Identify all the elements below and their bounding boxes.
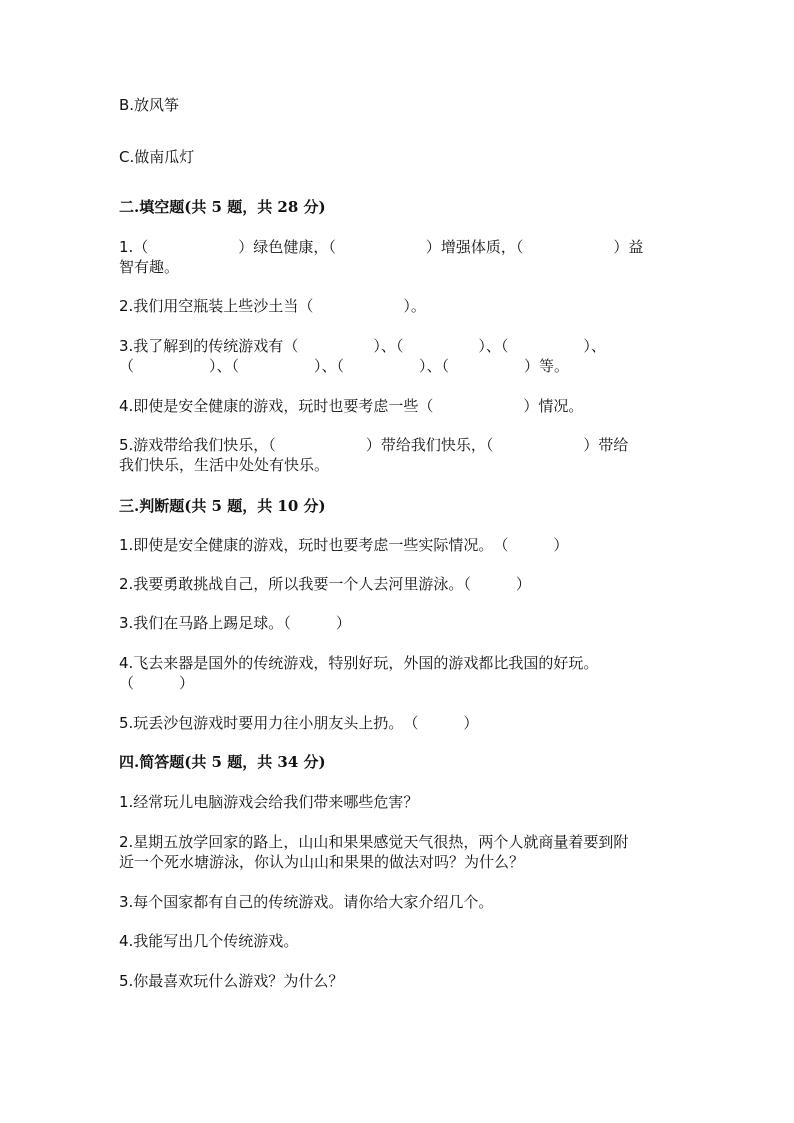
short-answer-q2-line1: 2.星期五放学回家的路上，山山和果果感觉天气很热，两个人就商量着要到附 (119, 833, 629, 851)
short-answer-q3: 3.每个国家都有自己的传统游戏。请你给大家介绍几个。 (119, 893, 494, 911)
true-false-q5: 5.玩丢沙包游戏时要用力往小朋友头上扔。 （ ） (119, 714, 479, 732)
fill-blank-q3-line1: 3.我了解到的传统游戏有（ ）、（ ）、（ ）、 (119, 337, 606, 355)
option-b: B.放风筝 (119, 96, 180, 114)
true-false-q3: 3.我们在马路上踢足球。（ ） (119, 614, 351, 632)
short-answer-q1: 1.经常玩儿电脑游戏会给我们带来哪些危害？ (119, 793, 419, 811)
fill-blank-q1-line1: 1.（ ）绿色健康，（ ）增强体质，（ ）益 (119, 238, 644, 256)
true-false-q2: 2.我要勇敢挑战自己，所以我要一个人去河里游泳。（ ） (119, 575, 531, 593)
true-false-q4-line2: （ ） (119, 674, 195, 692)
section-heading-fill-blank: 二.填空题(共 5 题，共 28 分) (119, 198, 326, 216)
section-heading-true-false: 三.判断题(共 5 题，共 10 分) (119, 497, 326, 515)
option-c: C.做南瓜灯 (119, 148, 195, 166)
true-false-q1: 1.即使是安全健康的游戏，玩时也要考虑一些实际情况。 （ ） (119, 536, 569, 554)
fill-blank-q3-line2: （ ）、（ ）、（ ）、（ ）等。 (119, 357, 570, 375)
fill-blank-q4: 4.即使是安全健康的游戏，玩时也要考虑一些（ ）情况。 (119, 397, 584, 415)
fill-blank-q2: 2.我们用空瓶装上些沙土当（ ）。 (119, 297, 426, 315)
fill-blank-q5-line2: 我们快乐，生活中处处有快乐。 (119, 456, 330, 474)
section-heading-short-answer: 四.简答题(共 5 题，共 34 分) (119, 753, 326, 771)
true-false-q4-line1: 4.飞去来器是国外的传统游戏，特别好玩，外国的游戏都比我国的好玩。 (119, 654, 599, 672)
fill-blank-q5-line1: 5.游戏带给我们快乐，（ ）带给我们快乐，（ ）带给 (119, 436, 629, 454)
fill-blank-q1-line2: 智有趣。 (119, 258, 180, 276)
short-answer-q5: 5.你最喜欢玩什么游戏？为什么？ (119, 972, 344, 990)
short-answer-q2-line2: 近一个死水塘游泳，你认为山山和果果的做法对吗？为什么？ (119, 853, 525, 871)
short-answer-q4: 4.我能写出几个传统游戏。 (119, 932, 299, 950)
